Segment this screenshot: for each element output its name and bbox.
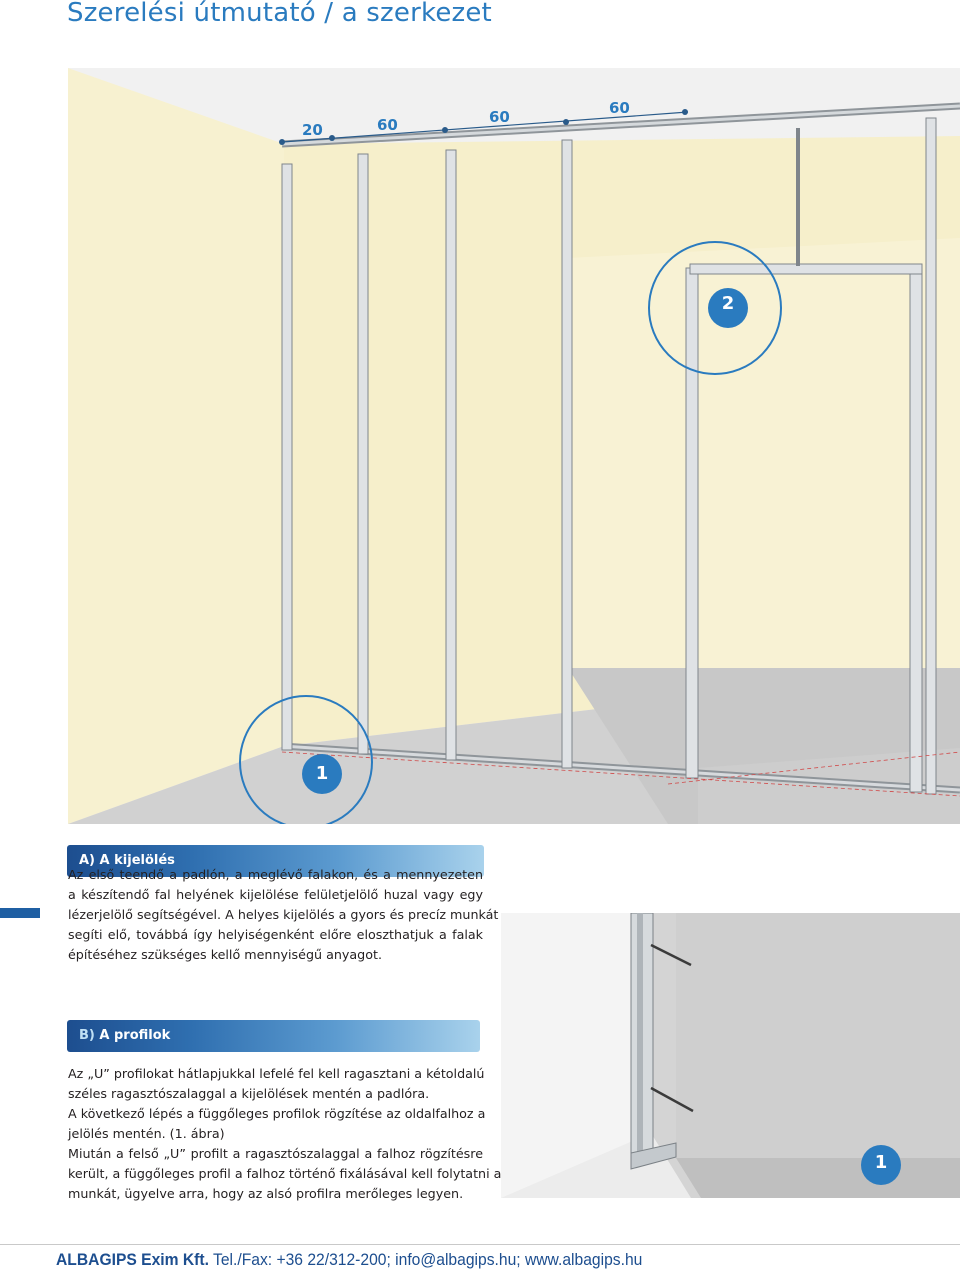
text-line: Miután a felső „U” profilt a ragasztószalaggal a falhoz rögzítésre: [68, 1146, 483, 1161]
footer-website[interactable]: www.albagips.hu: [524, 1250, 643, 1269]
section-b-header: [67, 1020, 480, 1052]
spacing-label: 20: [302, 121, 323, 139]
detail-callout-number: 1: [874, 1152, 888, 1173]
text-line: Az első teendő a padlón, a meglévő falakon, és a mennyezeten: [68, 867, 483, 882]
page-title: Szerelési útmutató / a szerkezet: [67, 0, 492, 28]
main-illustration: [68, 68, 960, 824]
text-line: lézerjelölő segítségével. A helyes kijelölés a gyors és precíz munkát: [68, 907, 499, 922]
text-line: építéséhez szükséges kellő mennyiségű anyagot.: [68, 947, 382, 962]
text-line: jelölés mentén. (1. ábra): [68, 1126, 225, 1141]
section-a-title: A kijelölés: [99, 853, 175, 868]
callout-number: 2: [721, 293, 735, 314]
side-tab: [0, 908, 40, 918]
text-line: került, a függőleges profil a falhoz történő fixálásával kell folytatni a: [68, 1166, 502, 1181]
text-line: munkát, ügyelve arra, hogy az alsó profilra merőleges legyen.: [68, 1186, 464, 1201]
callout-number: 1: [315, 763, 329, 784]
section-a-letter: A): [79, 853, 96, 868]
text-line: Az „U” profilokat hátlapjukkal lefelé fel kell ragasztani a kétoldalú: [68, 1066, 485, 1081]
section-b-letter: B): [79, 1028, 95, 1043]
spacing-label: 60: [609, 99, 630, 117]
footer-contact: Tel./Fax: +36 22/312-200; info@albagips.hu;: [213, 1250, 521, 1269]
section-b-title: A profilok: [99, 1028, 171, 1043]
footer-divider: [0, 1244, 960, 1245]
footer-text: [56, 1250, 642, 1270]
spacing-label: 60: [489, 108, 510, 126]
footer: [0, 1238, 960, 1277]
spacing-label: 60: [377, 116, 398, 134]
text-line: segíti elő, továbbá így helyiségenként előre eloszthatjuk a falak: [68, 927, 483, 942]
text-line: A következő lépés a függőleges profilok rögzítése az oldalfalhoz a: [68, 1106, 486, 1121]
detail-illustration: [501, 913, 960, 1198]
text-line: a készítendő fal helyének kijelölése felületjelölő huzal vagy egy: [68, 887, 483, 902]
footer-company: ALBAGIPS Exim Kft.: [56, 1250, 209, 1269]
text-line: széles ragasztószalaggal a kijelölések mentén a padlóra.: [68, 1086, 430, 1101]
